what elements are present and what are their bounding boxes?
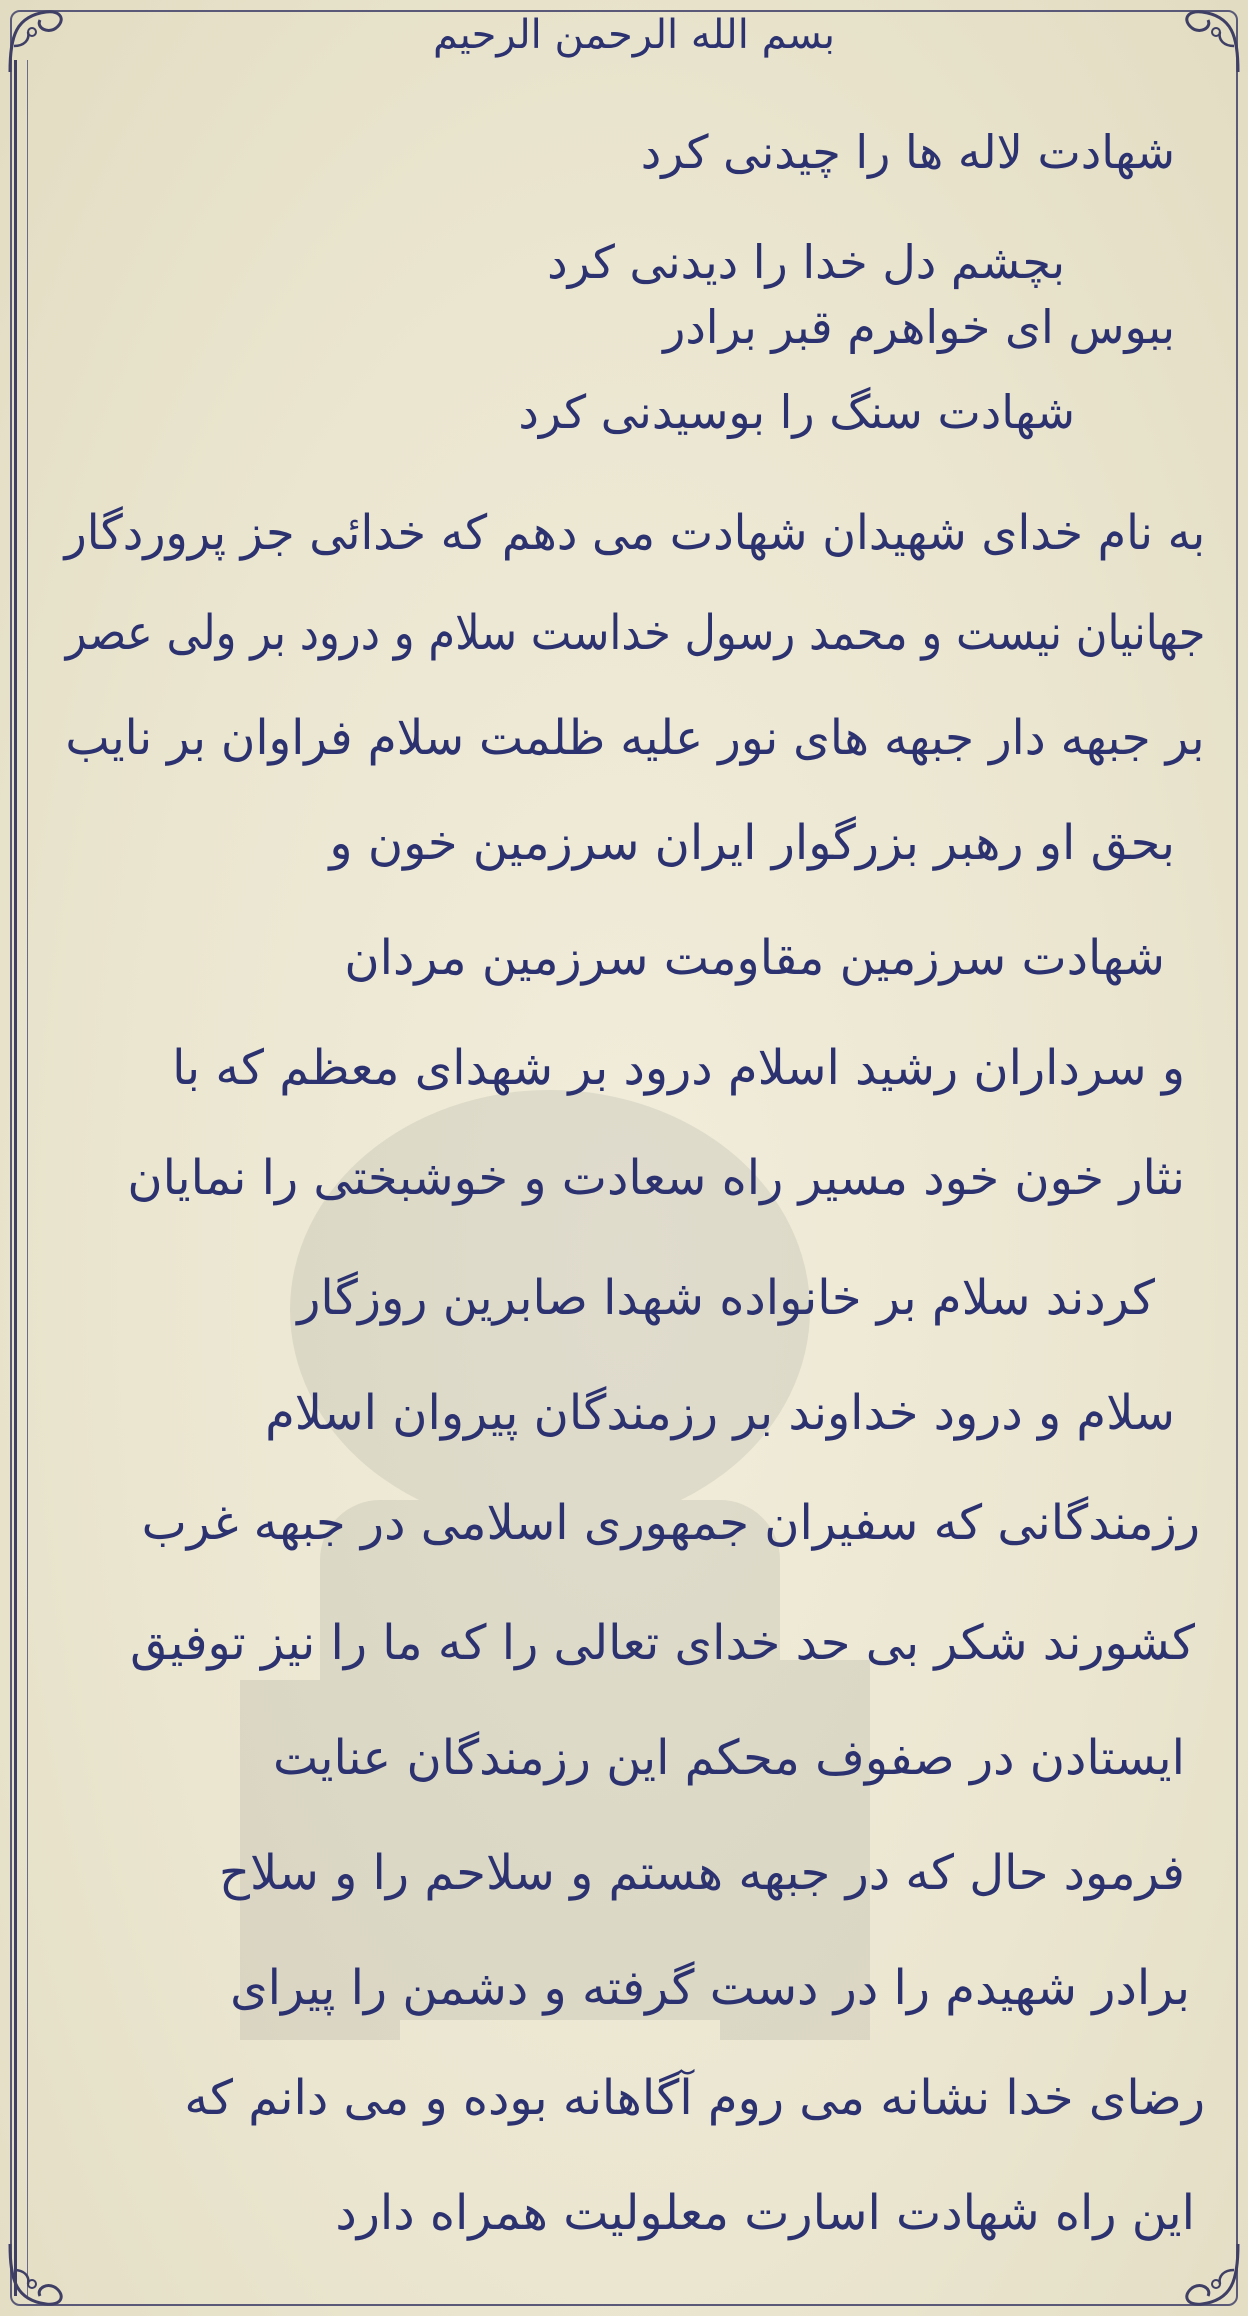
body-line: بر جبهه دار جبهه های نور علیه ظلمت سلام فراوان بر نایب	[65, 710, 1205, 766]
body-line: فرمود حال که در جبهه هستم و سلاحم را و سلاح	[219, 1845, 1185, 1901]
body-line: ایستادن در صفوف محکم این رزمندگان عنایت	[272, 1730, 1185, 1786]
body-line: به نام خدای شهیدان شهادت می دهم که خدائی جز پروردگار	[64, 505, 1205, 561]
body-line: برادر شهیدم را در دست گرفته و دشمن را پیرای	[230, 1960, 1190, 2016]
body-line: نثار خون خود مسیر راه سعادت و خوشبختی را نمایان	[127, 1150, 1185, 1206]
body-line: رضای خدا نشانه می روم آگاهانه بوده و می دانم که	[184, 2070, 1205, 2126]
poem-line: بچشم دل خدا را دیدنی کرد	[547, 235, 1065, 289]
handwritten-letter	[40, 0, 1215, 2316]
body-line: و سرداران رشید اسلام درود بر شهدای معظم که با	[172, 1040, 1185, 1096]
body-line: بحق او رهبر بزرگوار ایران سرزمین خون و	[329, 815, 1175, 871]
body-line: جهانیان نیست و محمد رسول خداست سلام و درود بر ولی عصر	[65, 605, 1205, 661]
body-line: کشورند شکر بی حد خدای تعالی را که ما را نیز توفیق	[130, 1615, 1195, 1671]
body-line: کردند سلام بر خانواده شهدا صابرین روزگار	[297, 1270, 1155, 1326]
body-line: شهادت سرزمین مقاومت سرزمین مردان	[344, 930, 1165, 986]
body-line: این راه شهادت اسارت معلولیت همراه دارد	[335, 2185, 1195, 2241]
poem-line: ببوس ای خواهرم قبر برادر	[663, 300, 1175, 354]
poem-line: شهادت سنگ را بوسیدنی کرد	[518, 385, 1075, 439]
poem-line: شهادت لاله ها را چیدنی کرد	[640, 125, 1175, 179]
body-line: سلام و درود خداوند بر رزمندگان پیروان اسلام	[265, 1385, 1175, 1441]
bismillah-heading: بسم الله الرحمن الرحیم	[432, 12, 835, 58]
body-line: رزمندگانی که سفیران جمهوری اسلامی در جبهه غرب	[141, 1495, 1200, 1551]
left-margin-rule	[14, 60, 28, 2296]
